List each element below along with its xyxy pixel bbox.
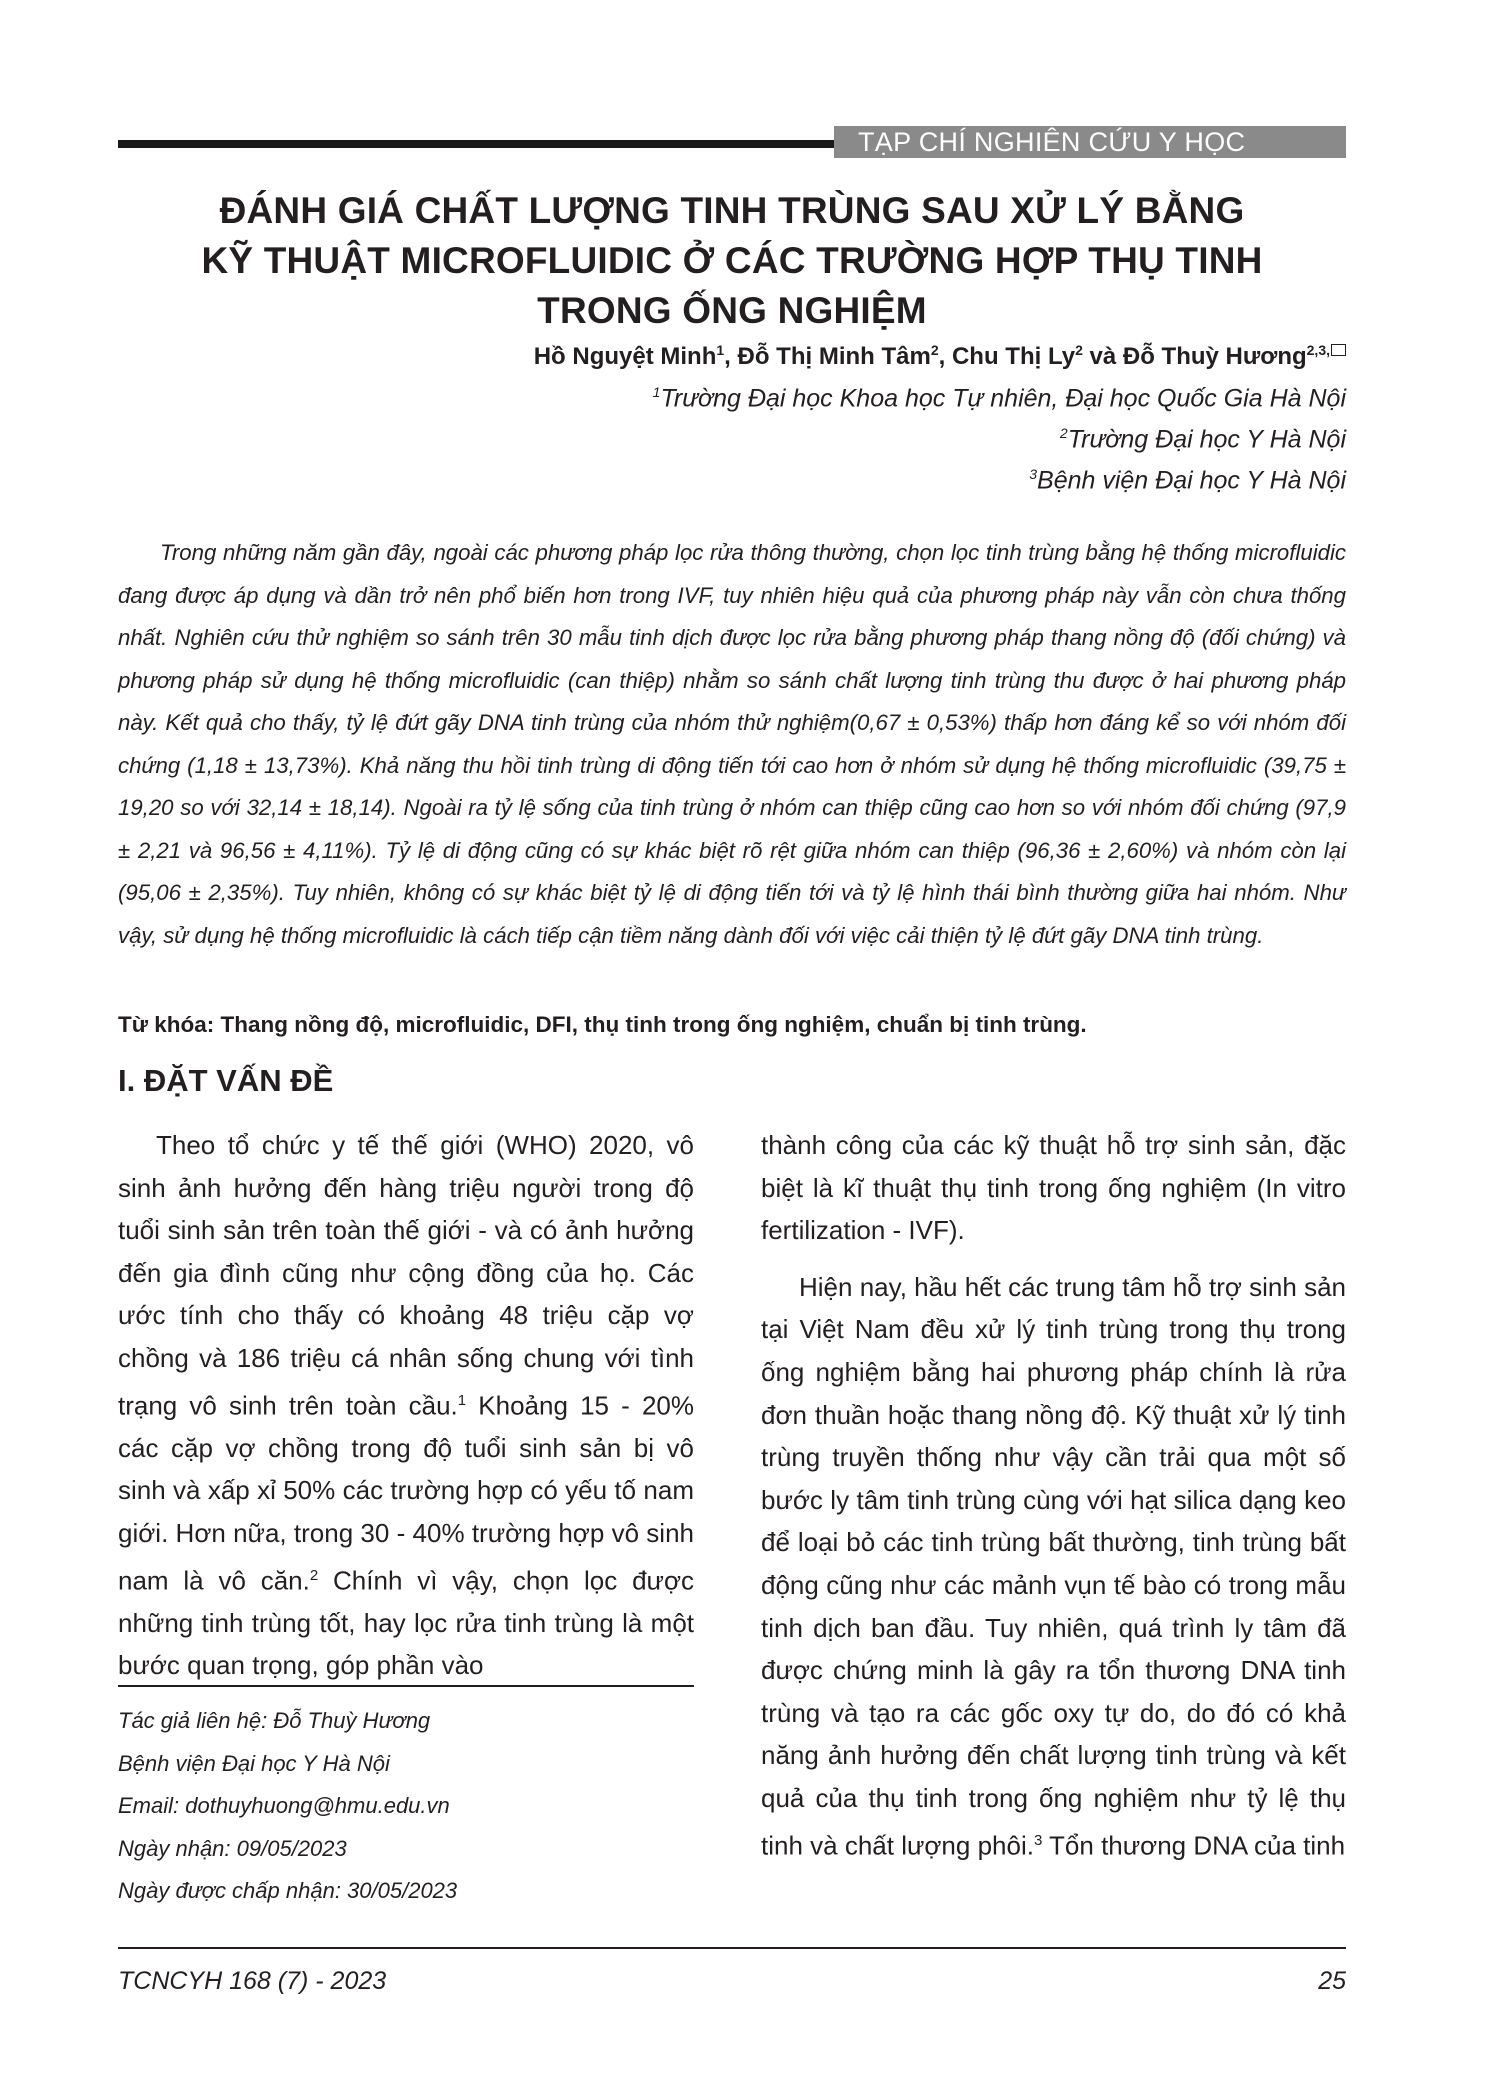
footnote-line: Ngày nhận: 09/05/2023 [118, 1835, 347, 1861]
footnote-line: Bệnh viện Đại học Y Hà Nội [118, 1750, 390, 1776]
citation-ref: 2 [309, 1566, 319, 1584]
title-line: TRONG ỐNG NGHIỆM [537, 290, 927, 331]
affiliation-number: 2 [1059, 425, 1068, 441]
affiliation-number: 3 [1029, 466, 1038, 482]
author-affil-ref: 2 [930, 342, 939, 358]
footnote-line: Tác giả liên hệ: Đỗ Thuỳ Hương [118, 1708, 431, 1733]
affiliation [1029, 466, 1346, 495]
body-text: Khoảng 15 - 20% các cặp vợ chồng trong độ tuổi sinh sản bị vô sinh và xấp xỉ 50% các trường hợp có yếu tố nam giới. Hơn nữa, trong 30 - 40% trường hợp vô sinh nam là vô căn. [118, 1390, 694, 1596]
author-separator: , [724, 343, 738, 370]
author-name: Đỗ Thuỳ Hương [1122, 343, 1307, 370]
article-title [118, 186, 1346, 336]
citation-ref: 3 [1033, 1831, 1043, 1849]
envelope-icon [1331, 344, 1346, 356]
page-number: 25 [1318, 1967, 1346, 1995]
affiliation-text: Trường Đại học Y Hà Nội [1067, 425, 1346, 454]
footnote-rule [118, 1685, 694, 1687]
author-affil-ref: 2,3, [1306, 342, 1330, 358]
author-name: Đỗ Thị Minh Tâm [737, 343, 931, 370]
citation-ref: 1 [457, 1391, 467, 1409]
author-affil-ref: 1 [716, 342, 725, 358]
corresponding-author-note [118, 1700, 694, 1913]
journal-issue: TCNCYH 168 (7) - 2023 [118, 1967, 387, 1995]
abstract: Trong những năm gần đây, ngoài các phương pháp lọc rửa thông thường, chọn lọc tinh trùng bằng hệ thống microfluidic đang được áp dụng và dần trở nên phổ biến hơn trong IVF, tuy nhiên hiệu quả của phương pháp này vẫn còn chưa thống nhất. Nghiên cứu thử nghiệm so sánh trên 30 mẫu tinh dịch được lọc rửa bằng phương pháp thang nồng độ (đối chứng) và phương pháp sử dụng hệ thống microfluidic (can thiệp) nhằm so sánh chất lượng tinh trùng thu được ở hai phương pháp này. Kết quả cho thấy, tỷ lệ đứt gãy DNA tinh trùng của nhóm thử nghiệm(0,67 ± 0,53%) thấp hơn đáng kể so với nhóm đối chứng (1,18 ± 13,73%). Khả năng thu hồi tinh trùng di động tiến tới cao hơn ở nhóm sử dụng hệ thống microfluidic (39,75 ± 19,20 so với 32,14 ± 18,14). Ngoài ra tỷ lệ sống của tinh trùng ở nhóm can thiệp cũng cao hơn so với nhóm đối chứng (97,9 ± 2,21 và 96,56 ± 4,11%). Tỷ lệ di động cũng có sự khác biệt rõ rệt giữa nhóm can thiệp (96,36 ± 2,60%) và nhóm còn lại (95,06 ± 2,35%). Tuy nhiên, không có sự khác biệt tỷ lệ di động tiến tới và tỷ lệ hình thái bình thường giữa hai nhóm. Như vậy, sử dụng hệ thống microfluidic là cách tiếp cận tiềm năng dành đối với việc cải thiện tỷ lệ đứt gãy DNA tinh trùng. [118, 540, 1346, 948]
footnote-line: Email: dothuyhuong@hmu.edu.vn [118, 1793, 450, 1819]
title-line: ĐÁNH GIÁ CHẤT LƯỢNG TINH TRÙNG SAU XỬ LÝ BẰNG [219, 190, 1245, 231]
author-affil-ref: 2 [1075, 342, 1083, 358]
author-name: Hồ Nguyệt Minh [533, 343, 717, 370]
body-column-left [118, 1124, 694, 1687]
affiliation [653, 384, 1346, 413]
body-paragraph [118, 1124, 694, 1687]
keywords: Từ khóa: Thang nồng độ, microfluidic, DFI, thụ tinh trong ống nghiệm, chuẩn bị tinh trùng. [118, 1012, 1087, 1037]
body-paragraph: thành công của các kỹ thuật hỗ trợ sinh sản, đặc biệt là kĩ thuật thụ tinh trong ống nghiệm (In vitro fertilization - IVF). [761, 1130, 1346, 1246]
affiliation-text: Bệnh viện Đại học Y Hà Nội [1037, 466, 1346, 495]
footer-rule [118, 1947, 1346, 1949]
author-separator: và [1082, 343, 1123, 370]
journal-name: TẠP CHÍ NGHIÊN CỨU Y HỌC [834, 126, 1346, 158]
footnote-line: Ngày được chấp nhận: 30/05/2023 [118, 1878, 458, 1904]
body-text: Tổn thương DNA của tinh [1042, 1830, 1346, 1861]
affiliation-number: 1 [652, 384, 661, 400]
author-name: Chu Thị Ly [951, 343, 1076, 370]
body-column-right [761, 1124, 1346, 1867]
body-text: Hiện nay, hầu hết các trung tâm hỗ trợ sinh sản tại Việt Nam đều xử lý tinh trùng trong thụ trong ống nghiệm bằng hai phương pháp chính là rửa đơn thuần hoặc thang nồng độ. Kỹ thuật xử lý tinh trùng truyền thống như vậy cần trải qua một số bước ly tâm tinh trùng cùng với hạt silica dạng keo để loại bỏ các tinh trùng bất thường, tinh trùng bất động cũng như các mảnh vụn tế bào có trong mẫu tinh dịch ban đầu. Tuy nhiên, quá trình ly tâm đã được chứng minh là gây ra tổn thương DNA tinh trùng và tạo ra các gốc oxy tự do, do đó có khả năng ảnh hưởng đến chất lượng tinh trùng và kết quả của thụ tinh trong ống nghiệm như tỷ lệ thụ tinh và chất lượng phôi. [761, 1271, 1346, 1861]
body-paragraph [761, 1266, 1346, 1867]
section-heading: I. ĐẶT VẤN ĐỀ [118, 1063, 334, 1098]
affiliation-text: Trường Đại học Khoa học Tự nhiên, Đại học Quốc Gia Hà Nội [660, 384, 1346, 413]
body-text: Theo tổ chức y tế thế giới (WHO) 2020, vô sinh ảnh hưởng đến hàng triệu người trong độ tuổi sinh sản trên toàn thế giới - và có ảnh hưởng đến gia đình cũng như cộng đồng của họ. Các ước tính cho thấy có khoảng 48 triệu cặp vợ chồng và 186 triệu cá nhân sống chung với tình trạng vô sinh trên toàn cầu. [118, 1130, 694, 1421]
affiliation [1060, 425, 1346, 454]
title-line: KỸ THUẬT MICROFLUIDIC Ở CÁC TRƯỜNG HỢP THỤ TINH [201, 240, 1263, 281]
author-list [534, 342, 1346, 371]
body-text: Chính vì vậy, chọn lọc được những tinh trùng tốt, hay lọc rửa tinh trùng là một bước quan trọng, góp phần vào [118, 1565, 695, 1681]
author-separator: , [938, 343, 952, 370]
header-rule [118, 140, 834, 148]
